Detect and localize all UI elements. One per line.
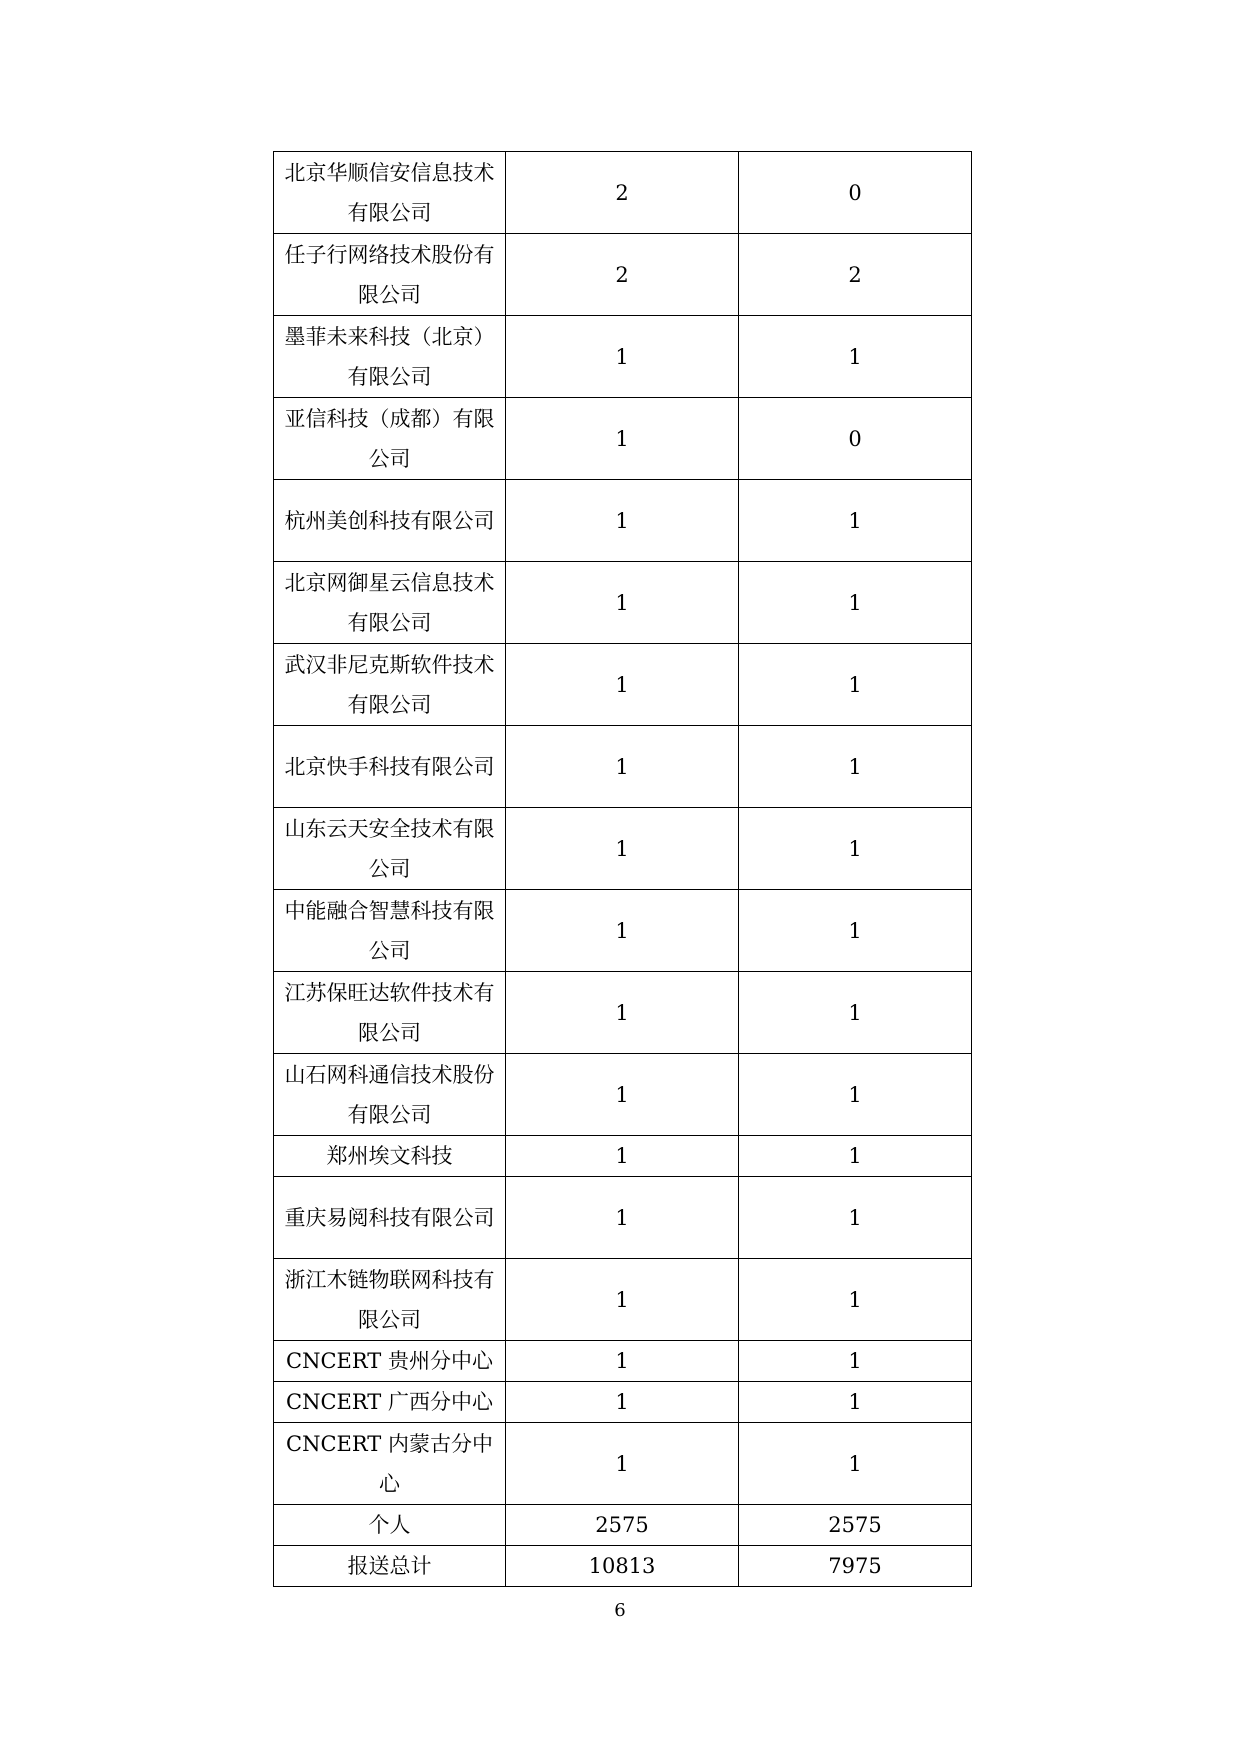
org-name-cell: 北京华顺信安信息技术有限公司 [274, 152, 506, 234]
count-col3-cell: 7975 [739, 1546, 972, 1587]
count-col2-cell: 1 [506, 1423, 739, 1505]
count-col2-cell: 1 [506, 480, 739, 562]
table-row [274, 152, 972, 234]
count-col2-cell: 1 [506, 726, 739, 808]
table-row [274, 972, 972, 1054]
org-name-cell: 山东云天安全技术有限公司 [274, 808, 506, 890]
count-col3-cell: 1 [739, 1382, 972, 1423]
count-col2-cell: 1 [506, 890, 739, 972]
table-row [274, 1259, 972, 1341]
count-col3-cell: 1 [739, 808, 972, 890]
count-col3-cell: 1 [739, 644, 972, 726]
count-col2-cell: 1 [506, 972, 739, 1054]
count-col2-cell: 1 [506, 1054, 739, 1136]
table-row [274, 562, 972, 644]
count-col3-cell: 1 [739, 1341, 972, 1382]
page-number: 6 [614, 1600, 626, 1621]
org-name-cell: CNCERT 广西分中心 [274, 1382, 506, 1423]
count-col2-cell: 10813 [506, 1546, 739, 1587]
count-col2-cell: 1 [506, 644, 739, 726]
org-name-cell: 武汉非尼克斯软件技术有限公司 [274, 644, 506, 726]
count-col2-cell: 2 [506, 234, 739, 316]
table-row [274, 726, 972, 808]
count-col3-cell: 1 [739, 1259, 972, 1341]
org-name-cell: CNCERT 内蒙古分中心 [274, 1423, 506, 1505]
table-row [274, 1054, 972, 1136]
org-name-cell: 重庆易阅科技有限公司 [274, 1177, 506, 1259]
org-name-cell: 亚信科技（成都）有限公司 [274, 398, 506, 480]
org-name-cell: 个人 [274, 1505, 506, 1546]
table-row [274, 480, 972, 562]
org-name-cell: 山石网科通信技术股份有限公司 [274, 1054, 506, 1136]
count-col3-cell: 1 [739, 1136, 972, 1177]
table-row [274, 1423, 972, 1505]
table-row [274, 316, 972, 398]
count-col2-cell: 1 [506, 398, 739, 480]
count-col3-cell: 2575 [739, 1505, 972, 1546]
table-row [274, 1341, 972, 1382]
table-row [274, 1177, 972, 1259]
count-col2-cell: 1 [506, 1341, 739, 1382]
count-col3-cell: 1 [739, 1423, 972, 1505]
count-col3-cell: 1 [739, 890, 972, 972]
table-row [274, 1546, 972, 1587]
table-row [274, 890, 972, 972]
org-name-cell: CNCERT 贵州分中心 [274, 1341, 506, 1382]
org-name-cell: 杭州美创科技有限公司 [274, 480, 506, 562]
count-col3-cell: 1 [739, 562, 972, 644]
count-col2-cell: 2 [506, 152, 739, 234]
table-row [274, 1382, 972, 1423]
count-col2-cell: 1 [506, 808, 739, 890]
count-col2-cell: 1 [506, 316, 739, 398]
count-col2-cell: 2575 [506, 1505, 739, 1546]
table-row [274, 1136, 972, 1177]
count-col3-cell: 1 [739, 316, 972, 398]
count-col3-cell: 2 [739, 234, 972, 316]
org-name-cell: 墨菲未来科技（北京）有限公司 [274, 316, 506, 398]
org-name-cell: 江苏保旺达软件技术有限公司 [274, 972, 506, 1054]
org-name-cell: 中能融合智慧科技有限公司 [274, 890, 506, 972]
org-name-cell: 报送总计 [274, 1546, 506, 1587]
org-name-cell: 北京快手科技有限公司 [274, 726, 506, 808]
vulnerability-report-table [273, 151, 972, 1587]
count-col3-cell: 1 [739, 1054, 972, 1136]
count-col2-cell: 1 [506, 1259, 739, 1341]
table-row [274, 808, 972, 890]
table-row [274, 1505, 972, 1546]
count-col3-cell: 1 [739, 972, 972, 1054]
count-col3-cell: 1 [739, 480, 972, 562]
count-col2-cell: 1 [506, 562, 739, 644]
table-row [274, 234, 972, 316]
count-col3-cell: 0 [739, 152, 972, 234]
count-col2-cell: 1 [506, 1177, 739, 1259]
table-row [274, 398, 972, 480]
count-col3-cell: 1 [739, 726, 972, 808]
table-body [274, 152, 972, 1587]
count-col2-cell: 1 [506, 1382, 739, 1423]
org-name-cell: 浙江木链物联网科技有限公司 [274, 1259, 506, 1341]
count-col2-cell: 1 [506, 1136, 739, 1177]
count-col3-cell: 1 [739, 1177, 972, 1259]
org-name-cell: 郑州埃文科技 [274, 1136, 506, 1177]
org-name-cell: 任子行网络技术股份有限公司 [274, 234, 506, 316]
org-name-cell: 北京网御星云信息技术有限公司 [274, 562, 506, 644]
table-row [274, 644, 972, 726]
count-col3-cell: 0 [739, 398, 972, 480]
